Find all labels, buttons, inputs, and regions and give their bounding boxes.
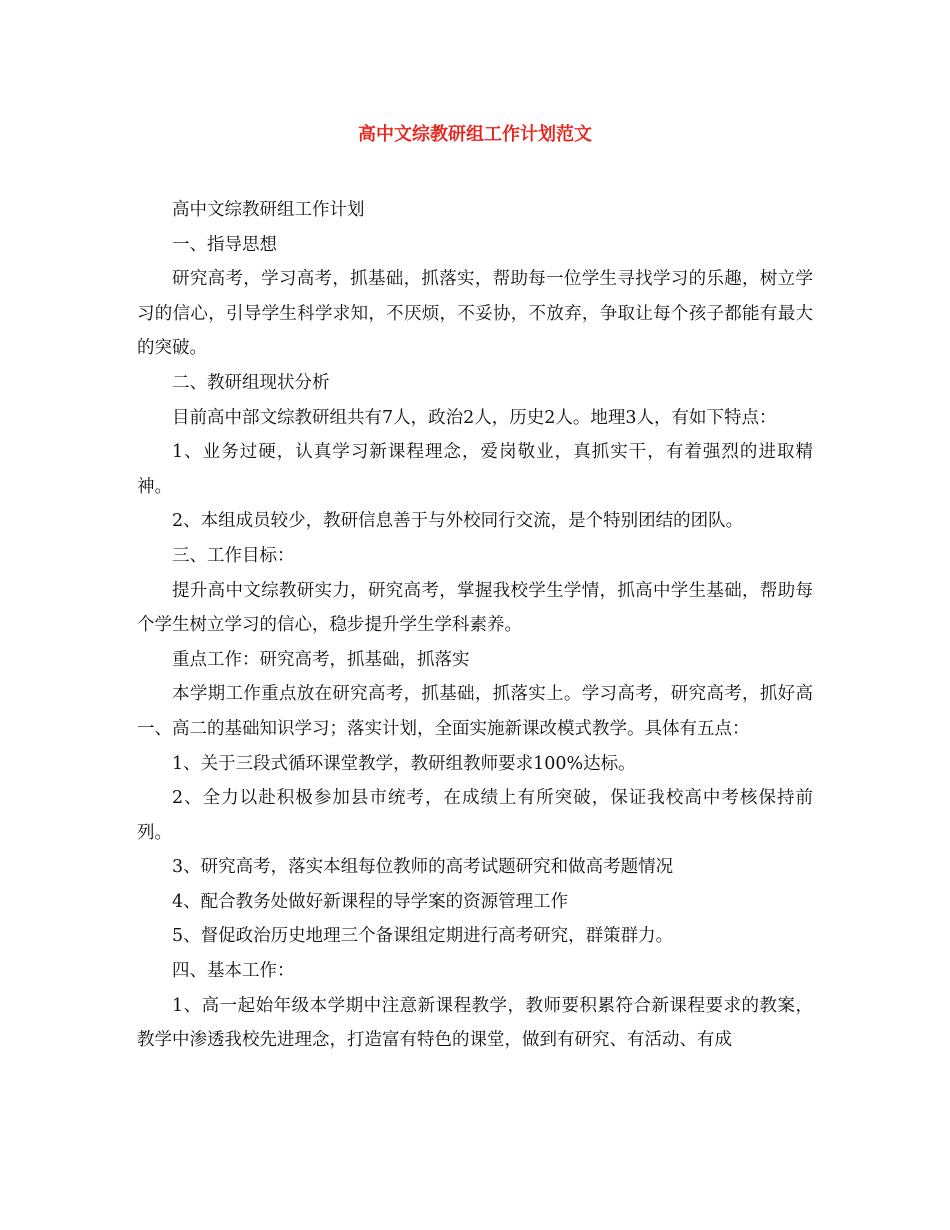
document-body <box>137 193 813 1058</box>
list-item: 2、本组成员较少，教研信息善于与外校同行交流，是个特别团结的团队。 <box>172 511 744 532</box>
paragraph: 目前高中部文综教研组共有7人，政治2人，历史2人。地理3人，有如下特点： <box>172 407 777 428</box>
list-item: 1、高一起始年级本学期中注意新课程教学，教师要积累符合新课程要求的教案，教学中渗透我校先进理念，打造富有特色的课堂，做到有研究、有活动、有成 <box>137 995 813 1051</box>
list-item: 1、关于三段式循环课堂教学，教研组教师要求100%达标。 <box>172 753 636 774</box>
section-heading-status-analysis: 二、教研组现状分析 <box>172 372 330 393</box>
paragraph-plan-heading: 高中文综教研组工作计划 <box>172 200 365 220</box>
section-heading-guiding-thought: 一、指导思想 <box>172 234 277 255</box>
list-item: 3、研究高考，落实本组每位教师的高考试题研究和做高考题情况 <box>172 857 674 878</box>
paragraph: 本学期工作重点放在研究高考，抓基础，抓落实上。学习高考，研究高考，抓好高一、高二的基础知识学习；落实计划，全面实施新课改模式教学。具体有五点： <box>137 684 813 739</box>
paragraph: 研究高考，学习高考，抓基础，抓落实，帮助每一位学生寻找学习的乐趣，树立学习的信心，引导学生科学求知，不厌烦，不妥协，不放弃，争取让每个孩子都能有最大的突破。 <box>137 269 813 359</box>
section-heading-basic-work: 四、基本工作： <box>172 961 295 982</box>
section-heading-work-goals: 三、工作目标： <box>172 545 295 566</box>
list-item: 5、督促政治历史地理三个备课组定期进行高考研究，群策群力。 <box>172 926 674 947</box>
list-item: 1、业务过硬，认真学习新课程理念，爱岗敬业，真抓实干，有着强烈的进取精神。 <box>137 442 813 497</box>
paragraph-key-work: 重点工作：研究高考，抓基础，抓落实 <box>172 649 470 670</box>
list-item: 2、全力以赴积极参加县市统考，在成绩上有所突破，保证我校高中考核保持前列。 <box>137 788 813 843</box>
list-item: 4、配合教务处做好新课程的导学案的资源管理工作 <box>172 891 569 912</box>
paragraph: 提升高中文综教研实力，研究高考，掌握我校学生学情，抓高中学生基础，帮助每个学生树立学习的信心，稳步提升学生学科素养。 <box>137 580 813 636</box>
document-title: 高中文综教研组工作计划范文 <box>358 124 592 145</box>
